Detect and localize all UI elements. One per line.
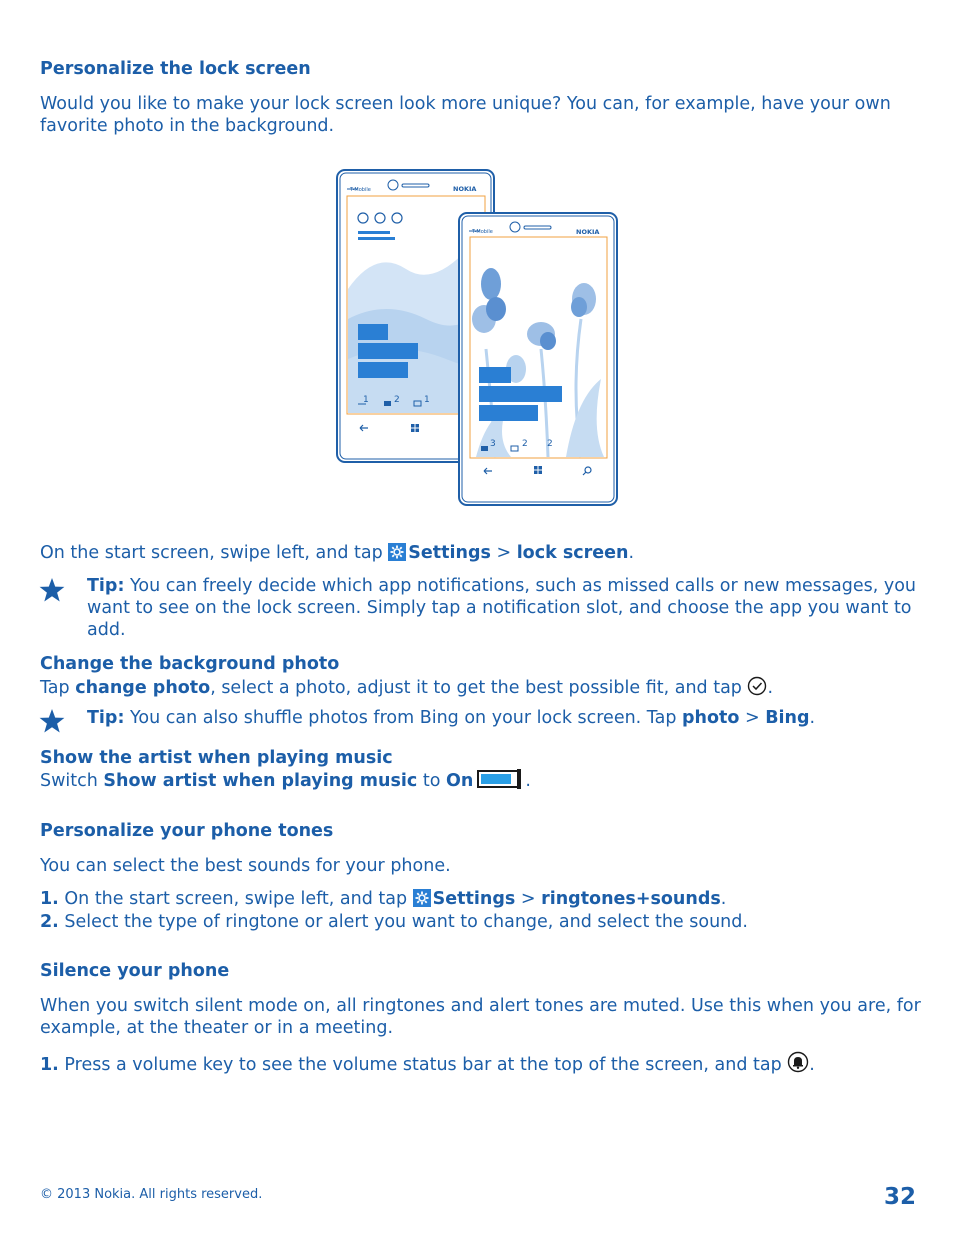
- phone-b-notif-2: 2: [522, 439, 528, 449]
- silence-line-1: When you switch silent mode on, all ringtones and alert tones are muted. Use this when you are, for: [40, 996, 921, 1016]
- artist-to: to: [417, 771, 446, 791]
- step-number: 1.: [40, 889, 59, 909]
- bg-post: , select a photo, adjust it to get the best possible fit, and tap: [210, 678, 748, 698]
- ringtones-sounds-link[interactable]: ringtones+sounds: [541, 889, 721, 909]
- period: .: [809, 1055, 815, 1075]
- tones-step-1: [40, 888, 726, 910]
- silence-step-1: [40, 1051, 815, 1076]
- period: .: [809, 708, 816, 728]
- phone-b-brand: NOKIA: [576, 228, 600, 236]
- phone-b-carrier: T-Mobile: [472, 229, 493, 235]
- bing-link[interactable]: Bing: [765, 708, 810, 728]
- heading-show-artist: Show the artist when playing music: [40, 748, 393, 768]
- tip-notifications: [87, 575, 916, 641]
- bell-icon: [787, 1051, 809, 1073]
- footer-copyright: © 2013 Nokia. All rights reserved.: [40, 1187, 263, 1202]
- toggle-switch-icon[interactable]: [477, 770, 521, 788]
- tip-label: Tip:: [87, 576, 125, 596]
- silence-paragraph: [40, 995, 921, 1039]
- bg-end: .: [767, 678, 774, 698]
- heading-lock-screen: Personalize the lock screen: [40, 59, 311, 79]
- show-artist-instruction: [40, 770, 531, 792]
- step-number: 2.: [40, 912, 59, 932]
- photo-link[interactable]: photo: [682, 708, 740, 728]
- phone-a-notif-3: 1: [424, 395, 430, 405]
- lock-screen-instruction: [40, 542, 634, 564]
- period: .: [720, 889, 727, 909]
- phone-a-notif-2: 2: [394, 395, 400, 405]
- intro-paragraph: Would you like to make your lock screen look more unique? You can, for example, have your own favorite photo in the background.: [40, 94, 891, 136]
- step-pre: On the start screen, swipe left, and tap: [58, 889, 413, 909]
- period: .: [628, 543, 635, 563]
- phone-a-brand: NOKIA: [453, 185, 477, 193]
- phone-b-notif-3: 2: [547, 439, 553, 449]
- heading-silence-phone: Silence your phone: [40, 961, 230, 981]
- separator: >: [739, 708, 766, 728]
- phone-b-notif-1: 3: [490, 439, 496, 449]
- separator: >: [490, 543, 517, 563]
- instruction-pre: On the start screen, swipe left, and tap: [40, 543, 389, 563]
- star-icon: [39, 709, 65, 733]
- tip2-pre: You can also shuffle photos from Bing on your lock screen. Tap: [124, 708, 682, 728]
- tip-line-3: add.: [87, 620, 126, 640]
- phone-illustration-b: [459, 213, 617, 505]
- tip-line-2: want to see on the lock screen. Simply tap a notification slot, and choose the app you want to: [87, 598, 912, 618]
- heading-background-photo: Change the background photo: [40, 654, 340, 674]
- settings-link[interactable]: Settings: [432, 889, 516, 909]
- heading-phone-tones: Personalize your phone tones: [40, 821, 334, 841]
- phone-a-notif-1: 1: [363, 395, 369, 405]
- change-photo-link[interactable]: change photo: [75, 678, 211, 698]
- tip-label: Tip:: [87, 708, 125, 728]
- step-pre: Press a volume key to see the volume status bar at the top of the screen, and tap: [58, 1055, 788, 1075]
- show-artist-setting[interactable]: Show artist when playing music: [103, 771, 418, 791]
- lock-screen-link[interactable]: lock screen: [516, 543, 629, 563]
- silence-line-2: example, at the theater or in a meeting.: [40, 1018, 394, 1038]
- period: .: [525, 771, 531, 791]
- tip-line-1: You can freely decide which app notifications, such as missed calls or new messages, you: [124, 576, 917, 596]
- tones-intro: You can select the best sounds for your phone.: [40, 856, 451, 876]
- page-number: 32: [884, 1184, 917, 1210]
- bg-pre: Tap: [40, 678, 76, 698]
- settings-link[interactable]: Settings: [408, 543, 491, 563]
- tones-step-2: [40, 911, 748, 933]
- artist-pre: Switch: [40, 771, 104, 791]
- separator: >: [515, 889, 542, 909]
- step-number: 1.: [40, 1055, 59, 1075]
- check-circle-icon: [747, 676, 767, 696]
- on-label: On: [445, 771, 474, 791]
- settings-icon: [388, 543, 406, 561]
- settings-icon: [413, 889, 431, 907]
- background-photo-instruction: [40, 676, 773, 699]
- step-text: Select the type of ringtone or alert you want to change, and select the sound.: [58, 912, 748, 932]
- phone-a-carrier: T-Mobile: [350, 187, 371, 193]
- tip-bing: [87, 707, 815, 729]
- lock-screen-illustration: [336, 169, 620, 509]
- star-icon: [39, 578, 65, 602]
